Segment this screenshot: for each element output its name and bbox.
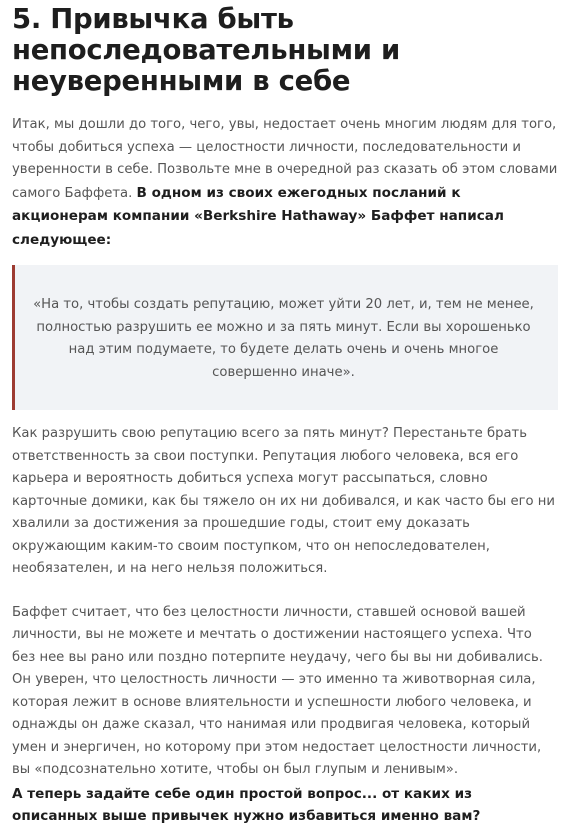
section-heading: 5. Привычка быть непоследовательными и неуверенными в себе: [12, 3, 400, 97]
closing-question: А теперь задайте себе один простой вопрос... от каких из описанных выше привычек нужно избавиться именно вам?: [12, 785, 481, 824]
intro-bold-text: В одном из своих ежегодных посланий к акционерам компании «Berkshire Hathaway» Баффет написал следующее:: [12, 184, 504, 248]
buffett-quote: «На то, чтобы создать репутацию, может уйти 20 лет, и, тем не менее, полностью разрушить ее можно и за пять минут. Если вы хорошенько над этим подумаете, то будете делать очень и очень многое совершенно иначе».: [12, 265, 558, 410]
intro-text: Итак, мы дошли до того, чего, увы, недостает очень многим людям для того, чтобы добиться успеха — целостности личности, последовательности и уверенности в себе. Позвольте мне в очередной раз сказать об этом словами самого Баффета.: [12, 117, 558, 201]
body-paragraph-reputation: Как разрушить свою репутацию всего за пять минут? Перестаньте брать ответственность за свои поступки. Репутация любого человека, вся его карьера и вероятность добиться успеха могут рассыпаться, словно карточные домики, как бы тяжело он их ни добивался, и как часто бы его ни хвалили за достижения за прошедшие годы, стоит ему доказать окружающим каким-то своим поступком, что он непоследователен, необязателен, и на него нельзя положиться.: [12, 426, 555, 576]
article: [12, 0, 558, 828]
body-paragraph-integrity: Баффет считает, что без целостности личности, ставшей основой вашей личности, вы не можете и мечтать о достижении настоящего успеха. Что без нее вы рано или поздно потерпите неудачу, чего бы вы ни добивались. Он уверен, что целостность личности — это именно та животворная сила, которая лежит в основе влиятельности и успешности любого человека, и однажды он даже сказал, что нанимая или продвигая человека, который умен и энергичен, но которому при этом недостает целостности личности, вы «подсознательно хотите, чтобы он был глупым и ленивым».: [12, 604, 543, 777]
intro-paragraph: [12, 114, 558, 252]
